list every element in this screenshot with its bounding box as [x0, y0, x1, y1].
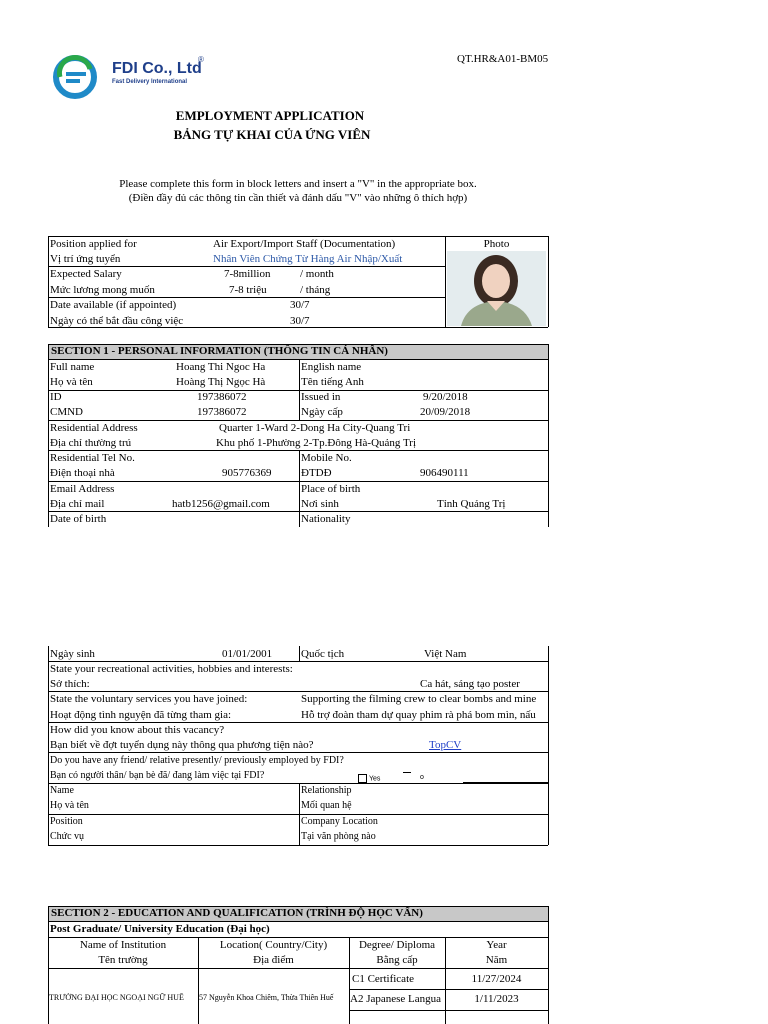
- nationality-label-en: Nationality: [301, 513, 351, 525]
- tel-value: 905776369: [222, 467, 272, 479]
- logo-emblem-icon: [52, 54, 98, 100]
- position-label-vi: Chức vụ: [50, 831, 85, 842]
- name-label-vi: Họ và tên: [50, 800, 89, 811]
- friend-label-en: Do you have any friend/ relative presently/ previously employed by FDI?: [50, 755, 344, 766]
- instructions-en: Please complete this form in block letters and insert a "V" in the appropriate box.: [119, 178, 477, 190]
- hobbies-label-en: State your recreational activities, hobbies and interests:: [50, 663, 293, 675]
- yes-label: Yes: [369, 775, 381, 783]
- company-location-label-vi: Tại văn phòng nào: [301, 831, 376, 842]
- salary-value-en: 7-8million: [224, 268, 271, 280]
- ho-ten-value: Hoàng Thị Ngọc Hà: [176, 376, 266, 388]
- salary-label-en: Expected Salary: [50, 268, 122, 280]
- voluntary-value-en: Supporting the filming crew to clear bombs and mine: [301, 693, 537, 705]
- mobile-label-vi: ĐTDĐ: [301, 467, 332, 479]
- logo-tagline: Fast Delivery International: [112, 79, 188, 85]
- place-of-birth-label-en: Place of birth: [301, 483, 361, 495]
- logo-registered-mark: ®: [198, 55, 204, 64]
- institution-location: 57 Nguyễn Khoa Chiêm, Thừa Thiên Huế: [199, 993, 334, 1002]
- instructions-vi: (Điền đầy đủ các thông tin cần thiết và đánh dấu "V" vào những ô thích hợp): [128, 192, 468, 204]
- place-of-birth-label-vi: Nơi sinh: [301, 498, 339, 510]
- mobile-value: 906490111: [420, 467, 469, 479]
- position-value-en: Air Export/Import Staff (Documentation): [213, 238, 396, 250]
- person-photo-icon: [447, 251, 546, 326]
- relationship-label-en: Relationship: [301, 785, 352, 796]
- col-location-en: Location( Country/City): [219, 939, 328, 951]
- place-of-birth-value: Tỉnh Quảng Trị: [437, 498, 506, 510]
- full-name-label: Full name: [50, 361, 95, 373]
- tel-label-vi: Điện thoại nhà: [50, 467, 115, 479]
- col-year-en: Year: [486, 939, 507, 951]
- title-vi: BẢNG TỰ KHAI CỦA ỨNG VIÊN: [173, 127, 371, 142]
- email-label-vi: Địa chỉ mail: [50, 498, 105, 510]
- mobile-label-en: Mobile No.: [301, 452, 352, 464]
- logo-text: FDI Co., Ltd: [112, 60, 202, 77]
- col-institution-vi: Tên trường: [98, 954, 148, 966]
- degree-row-2: A2 Japanese Langua: [350, 993, 442, 1005]
- issued-label: Issued in: [301, 391, 341, 403]
- english-name-label: English name: [301, 361, 362, 373]
- nationality-value: Việt Nam: [424, 648, 467, 660]
- vacancy-label-en: How did you know about this vacancy?: [50, 724, 225, 736]
- vacancy-source-link[interactable]: TopCV: [429, 739, 462, 751]
- address-value-vi: Khu phố 1-Phường 2-Tp.Đông Hà-Quảng Trị: [216, 437, 416, 449]
- id-value: 197386072: [197, 391, 247, 403]
- no-label: o: [420, 774, 424, 781]
- vacancy-label-vi: Bạn biết về đợt tuyển dụng này thông qua phương tiện nào?: [50, 739, 314, 751]
- friend-label-vi: Bạn có người thân/ bạn bè đã/ đang làm việc tại FDI?: [50, 770, 265, 781]
- cmnd-label: CMND: [50, 406, 84, 418]
- hobbies-label-vi: Sở thích:: [50, 678, 90, 690]
- applicant-photo: [447, 251, 546, 326]
- full-name-value: Hoang Thi Ngoc Ha: [176, 361, 266, 373]
- company-logo: [52, 52, 212, 102]
- address-label-vi: Địa chỉ thường trú: [50, 437, 132, 449]
- email-label-en: Email Address: [50, 483, 115, 495]
- dob-label-en: Date of birth: [50, 513, 107, 525]
- section2-header: SECTION 2 - EDUCATION AND QUALIFICATION (TRÌNH ĐỘ HỌC VẤN): [48, 906, 549, 922]
- date-available-value-vi: 30/7: [290, 315, 310, 327]
- salary-unit-vi: / tháng: [300, 284, 331, 296]
- voluntary-value-vi: Hỗ trợ đoàn tham dự quay phim rà phá bom mìn, nấu: [301, 709, 536, 721]
- no-checkbox-mark[interactable]: [403, 772, 411, 773]
- education-subtitle: Post Graduate/ University Education (Đại học): [50, 923, 270, 935]
- col-location-vi: Địa điểm: [253, 954, 294, 966]
- ngay-cap-label: Ngày cấp: [301, 406, 343, 418]
- email-value: hatb1256@gmail.com: [172, 498, 270, 510]
- friend-yes-option[interactable]: [358, 774, 380, 783]
- col-degree-vi: Bằng cấp: [376, 954, 418, 966]
- ten-tieng-anh-label: Tên tiếng Anh: [301, 376, 364, 388]
- col-institution-en: Name of Institution: [79, 939, 167, 951]
- ho-ten-label: Họ và tên: [50, 376, 93, 388]
- section1-header: SECTION 1 - PERSONAL INFORMATION (THÔNG TIN CÁ NHÂN): [48, 344, 549, 360]
- col-degree-en: Degree/ Diploma: [358, 939, 436, 951]
- date-available-value-en: 30/7: [290, 299, 310, 311]
- year-row-2: 1/11/2023: [474, 993, 519, 1005]
- salary-label-vi: Mức lương mong muốn: [50, 284, 155, 296]
- address-value-en: Quarter 1-Ward 2-Dong Ha City-Quang Tri: [219, 422, 411, 434]
- hobbies-value: Ca hát, sáng tạo poster: [420, 678, 520, 690]
- year-row-1: 11/27/2024: [471, 973, 522, 985]
- position-label-en: Position: [50, 816, 83, 827]
- yes-checkbox[interactable]: [358, 774, 367, 783]
- salary-unit-en: / month: [300, 268, 334, 280]
- position-value-vi: Nhân Viên Chứng Từ Hàng Air Nhập/Xuất: [213, 253, 403, 265]
- voluntary-label-en: State the voluntary services you have joined:: [50, 693, 248, 705]
- date-available-label-vi: Ngày có thể bắt đầu công việc: [50, 315, 184, 327]
- dob-label-vi: Ngày sinh: [50, 648, 95, 660]
- tel-label-en: Residential Tel No.: [50, 452, 135, 464]
- id-label: ID: [50, 391, 62, 403]
- position-label-en: Position applied for: [50, 238, 137, 250]
- ngay-cap-value: 20/09/2018: [420, 406, 471, 418]
- cmnd-value: 197386072: [197, 406, 247, 418]
- degree-row-1: C1 Certificate: [352, 973, 415, 985]
- voluntary-label-vi: Hoạt động tình nguyện đã từng tham gia:: [50, 709, 232, 721]
- photo-label: Photo: [483, 238, 510, 250]
- position-label-vi: Vị trí ứng tuyển: [50, 253, 121, 265]
- relationship-label-vi: Mối quan hệ: [301, 800, 352, 811]
- col-year-vi: Năm: [485, 954, 508, 966]
- title-en: EMPLOYMENT APPLICATION: [175, 108, 365, 123]
- form-code: QT.HR&A01-BM05: [457, 53, 549, 65]
- name-label-en: Name: [50, 785, 74, 796]
- nationality-label-vi: Quốc tịch: [301, 648, 345, 660]
- address-label-en: Residential Address: [50, 422, 138, 434]
- dob-value: 01/01/2001: [222, 648, 273, 660]
- date-available-label-en: Date available (if appointed): [50, 299, 177, 311]
- company-location-label-en: Company Location: [301, 816, 378, 827]
- institution-name: TRƯỜNG ĐẠI HỌC NGOẠI NGỮ HUẾ: [49, 993, 184, 1002]
- issued-value: 9/20/2018: [423, 391, 468, 403]
- salary-value-vi: 7-8 triệu: [229, 284, 267, 296]
